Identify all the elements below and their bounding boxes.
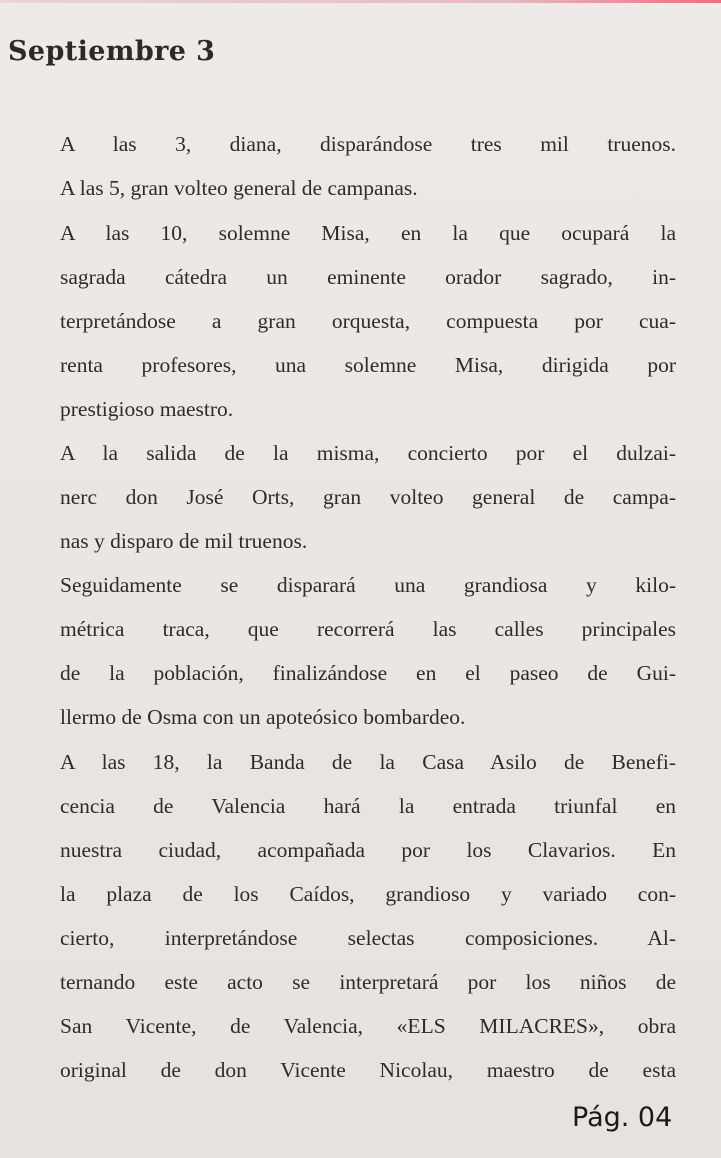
text-line: métrica traca, que recorrerá las calles principales (60, 617, 676, 641)
section-heading: Septiembre 3 (8, 36, 216, 67)
text-line: sagrada cátedra un eminente orador sagrado, in- (60, 265, 676, 289)
page-top-edge (0, 0, 721, 3)
text-line: A las 3, diana, disparándose tres mil truenos. (60, 132, 676, 156)
page-number: Pág. 04 (572, 1102, 673, 1133)
text-line: llermo de Osma con un apoteósico bombardeo. (60, 705, 466, 729)
text-line: San Vicente, de Valencia, «ELS MILACRES», obra (60, 1014, 676, 1038)
text-line: A la salida de la misma, concierto por el dulzai- (60, 441, 676, 465)
text-line: la plaza de los Caídos, grandioso y variado con- (60, 882, 676, 906)
text-line: nuestra ciudad, acompañada por los Clavarios. En (60, 838, 676, 862)
text-line: cierto, interpretándose selectas composiciones. Al- (60, 926, 676, 950)
text-line: Seguidamente se disparará una grandiosa y kilo- (60, 573, 676, 597)
text-line: nerc don José Orts, gran volteo general de campa- (60, 485, 676, 509)
text-line: de la población, finalizándose en el paseo de Gui- (60, 661, 676, 685)
text-line: renta profesores, una solemne Misa, dirigida por (60, 353, 676, 377)
text-line: prestigioso maestro. (60, 397, 234, 421)
text-line: A las 5, gran volteo general de campanas. (60, 176, 418, 200)
text-line: ternando este acto se interpretará por los niños de (60, 970, 676, 994)
text-line: A las 18, la Banda de la Casa Asilo de Benefi- (60, 750, 676, 774)
text-line: terpretándose a gran orquesta, compuesta por cua- (60, 309, 676, 333)
text-line: A las 10, solemne Misa, en la que ocupará la (60, 221, 676, 245)
text-line: original de don Vicente Nicolau, maestro de esta (60, 1058, 676, 1082)
text-line: cencia de Valencia hará la entrada triunfal en (60, 794, 676, 818)
text-line: nas y disparo de mil truenos. (60, 529, 308, 553)
